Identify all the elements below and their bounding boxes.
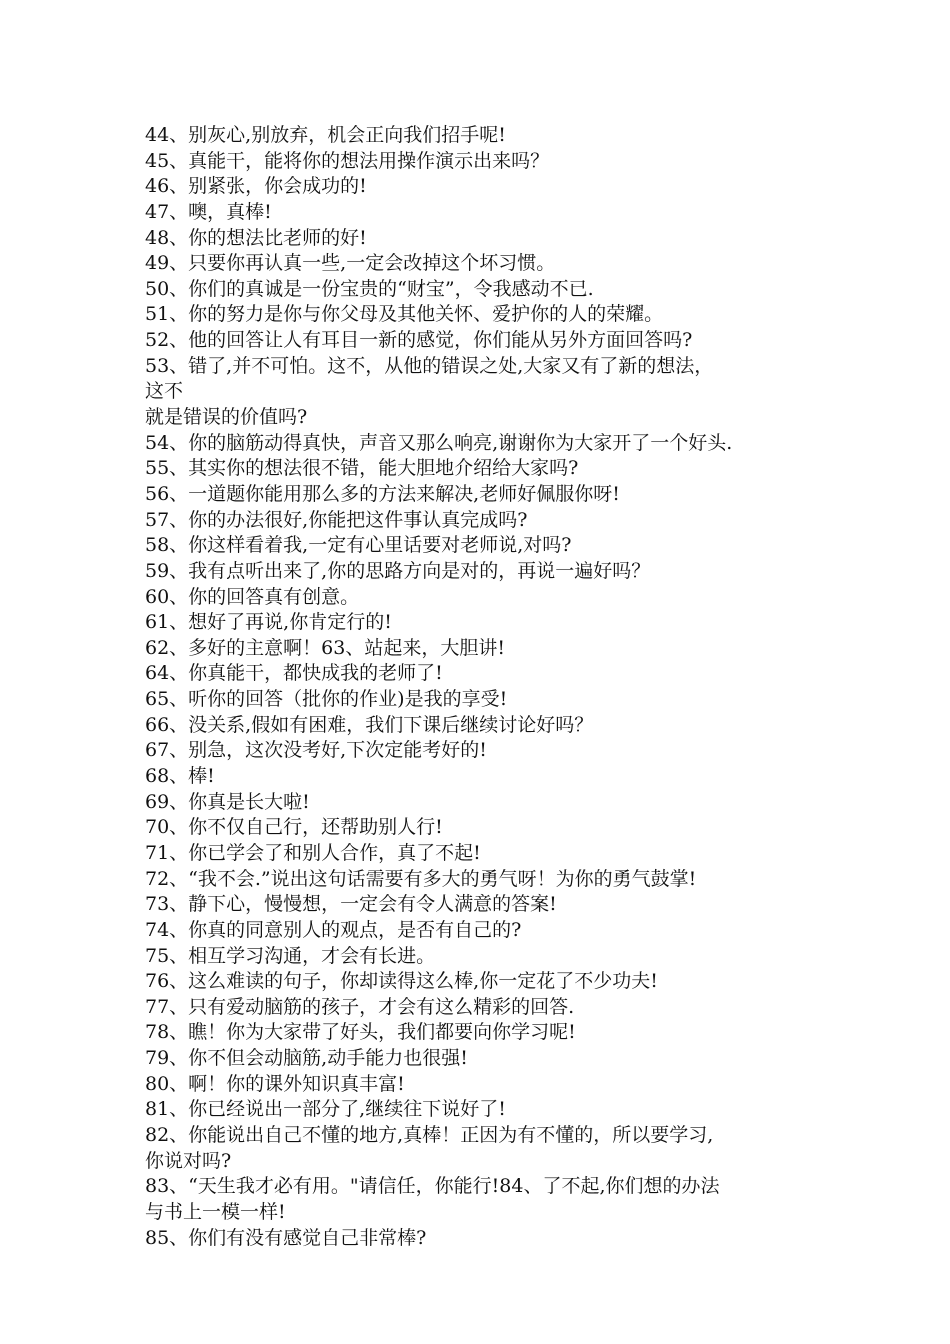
text-line: 58、你这样看着我,一定有心里话要对老师说,对吗? [145,534,572,557]
text-line: 54、你的脑筋动得真快，声音又那么响亮,谢谢你为大家开了一个好头. [145,431,733,454]
text-line: 49、只要你再认真一些,一定会改掉这个坏习惯。 [145,252,556,275]
text-line: 74、你真的同意别人的观点，是否有自己的? [145,918,522,941]
text-line: 64、你真能干，都快成我的老师了! [145,662,443,685]
text-line: 78、瞧！你为大家带了好头，我们都要向你学习呢! [145,1021,576,1044]
text-line: 67、别急，这次没考好,下次定能考好的! [145,739,487,762]
text-line: 82、你能说出自己不懂的地方,真棒！正因为有不懂的，所以要学习, [145,1123,714,1146]
text-line: 55、其实你的想法很不错，能大胆地介绍给大家吗? [145,457,579,480]
text-line: 52、他的回答让人有耳目一新的感觉，你们能从另外方面回答吗? [145,329,693,352]
text-line: 81、你已经说出一部分了,继续往下说好了! [145,1098,506,1121]
text-line: 47、噢，真棒! [145,200,272,223]
text-line: 你说对吗? [145,1149,232,1172]
text-line: 这不 [145,380,184,403]
text-line: 75、相互学习沟通，才会有长进。 [145,944,436,967]
text-line: 51、你的努力是你与你父母及其他关怀、爱护你的人的荣耀。 [145,303,664,326]
text-line: 46、别紧张，你会成功的! [145,175,367,198]
text-line: 57、你的办法很好,你能把这件事认真完成吗? [145,508,528,531]
text-line: 69、你真是长大啦! [145,790,310,813]
text-line: 79、你不但会动脑筋,动手能力也很强! [145,1047,468,1070]
text-line: 71、你已学会了和别人合作，真了不起! [145,841,481,864]
text-line: 就是错误的价值吗? [145,406,308,429]
text-line: 60、你的回答真有创意。 [145,585,360,608]
text-line: 77、只有爱动脑筋的孩子，才会有这么精彩的回答. [145,995,575,1018]
text-line: 44、别灰心,别放弃，机会正向我们招手呢! [145,124,506,146]
text-line: 66、没关系,假如有困难，我们下课后继续讨论好吗？ [145,713,594,736]
text-body [145,123,825,1251]
text-line: 59、我有点听出来了,你的思路方向是对的，再说一遍好吗？ [145,559,651,582]
text-line: 53、错了,并不可怕。这不，从他的错误之处,大家又有了新的想法， [145,354,714,377]
text-line: 48、你的想法比老师的好! [145,226,367,249]
text-line: 85、你们有没有感觉自己非常棒? [145,1226,427,1249]
text-line: 72、“我不会.”说出这句话需要有多大的勇气呀！为你的勇气鼓掌! [145,867,697,890]
text-line: 70、你不仅自己行，还帮助别人行! [145,816,443,839]
text-line: 80、啊！你的课外知识真丰富! [145,1072,405,1095]
text-line: 76、这么难读的句子，你却读得这么棒,你一定花了不少功夫! [145,970,658,993]
text-line: 50、你们的真诚是一份宝贵的“财宝”，令我感动不已. [145,277,594,300]
text-line: 73、静下心，慢慢想，一定会有令人满意的答案! [145,893,557,916]
text-line: 56、一道题你能用那么多的方法来解决,老师好佩服你呀! [145,482,620,505]
text-line: 62、多好的主意啊！63、站起来，大胆讲! [145,636,505,659]
text-line: 45、真能干，能将你的想法用操作演示出来吗？ [145,149,550,172]
text-line: 83、“天生我才必有用。"请信任，你能行!84、了不起,你们想的办法 [145,1175,720,1198]
text-line: 61、想好了再说,你肯定行的! [145,611,392,634]
text-line: 65、听你的回答（批你的作业)是我的享受! [145,688,508,711]
text-line: 与书上一模一样! [145,1200,286,1223]
text-line: 68、棒! [145,765,215,788]
